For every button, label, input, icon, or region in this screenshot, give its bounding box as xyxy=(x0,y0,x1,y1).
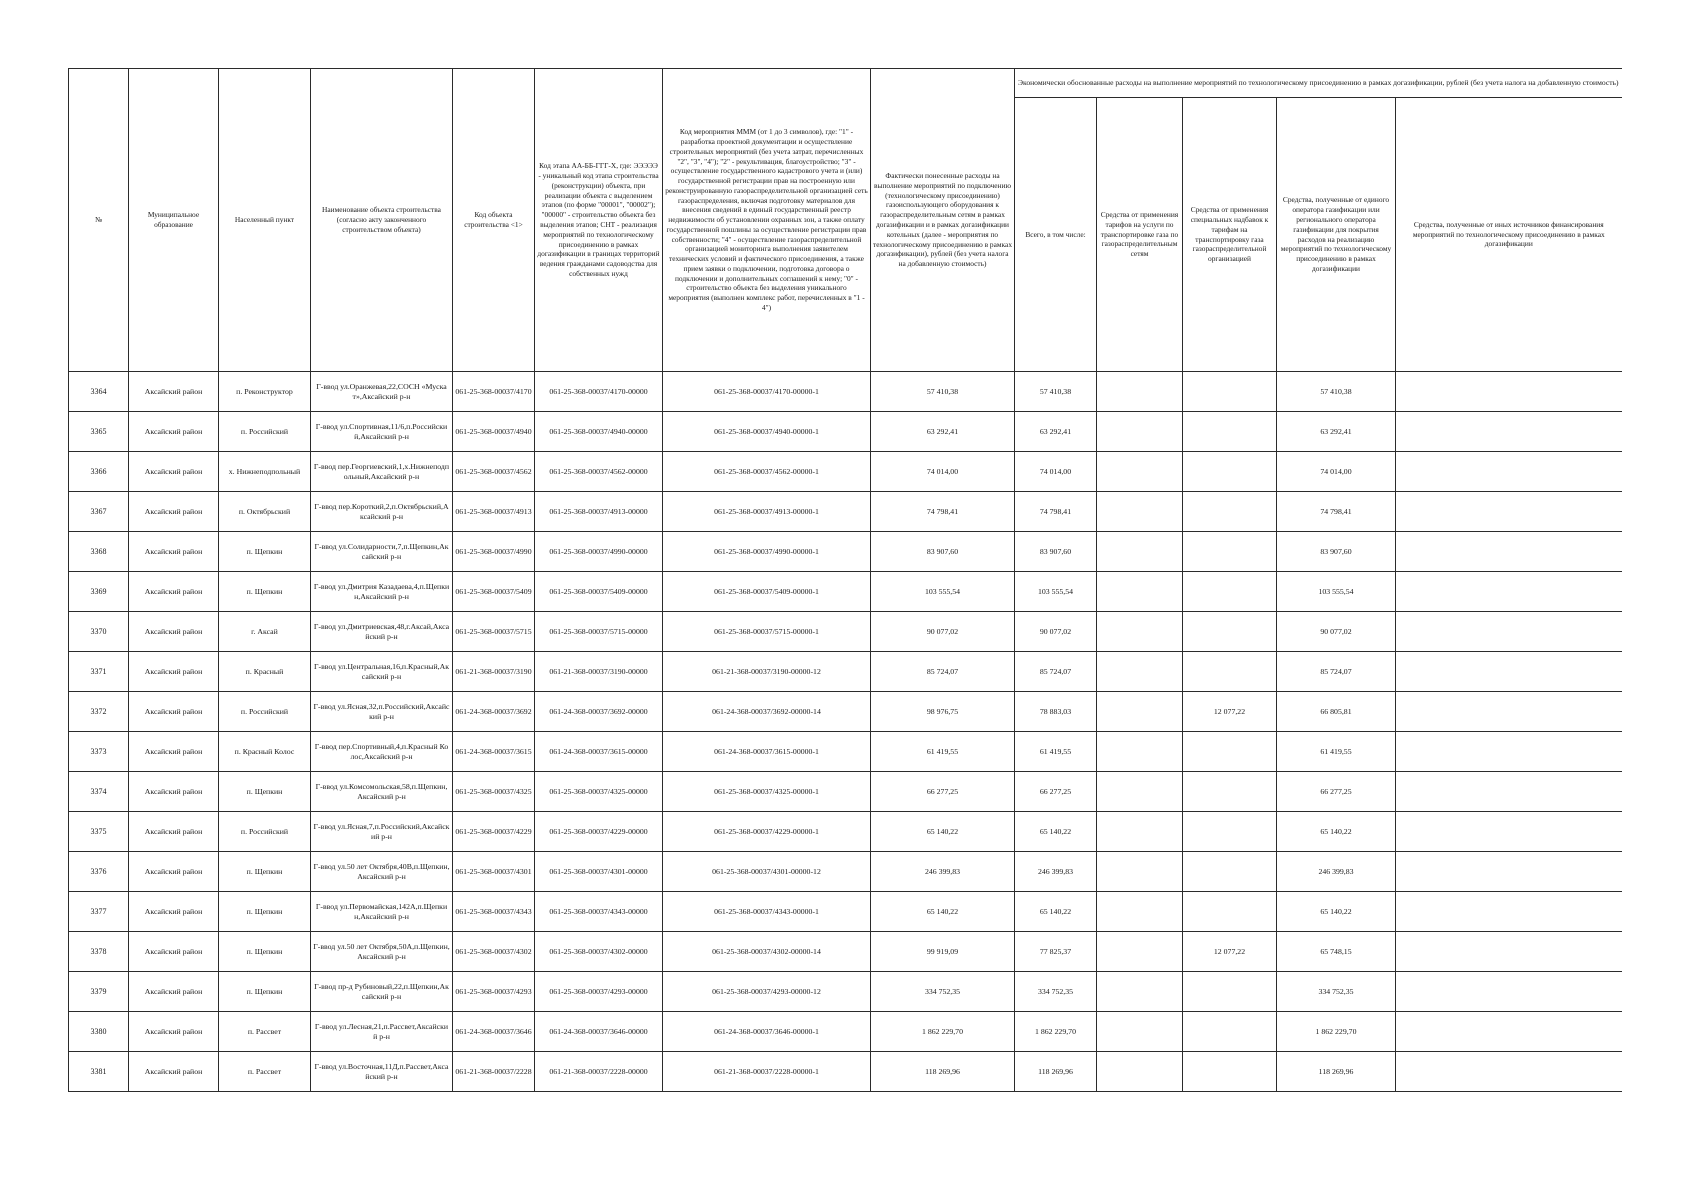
cell-municipality: Аксайский район xyxy=(129,972,219,1012)
cell-other-sources xyxy=(1396,852,1622,892)
cell-object-name: Г-ввод ул.Дмитрия Казадаева,4,п.Щепкин,Аксайский р-н xyxy=(311,572,453,612)
cell-total: 78 883,03 xyxy=(1015,692,1097,732)
cell-no: 3380 xyxy=(69,1012,129,1052)
cell-surcharge xyxy=(1183,412,1277,452)
cell-surcharge xyxy=(1183,492,1277,532)
cell-no: 3374 xyxy=(69,772,129,812)
cell-tariff xyxy=(1097,1052,1183,1092)
table-row xyxy=(69,812,1622,852)
cell-actual-costs: 65 140,22 xyxy=(871,892,1015,932)
header-object-name: Наименование объекта строительства (согласно акту законченного строительством объекта) xyxy=(311,69,453,372)
cell-total: 246 399,83 xyxy=(1015,852,1097,892)
cell-object-code: 061-25-368-00037/4301 xyxy=(453,852,535,892)
cell-operator-funds: 85 724,07 xyxy=(1277,652,1396,692)
cell-object-name: Г-ввод пер.Спортивный,4,п.Красный Колос,Аксайский р-н xyxy=(311,732,453,772)
table-row xyxy=(69,772,1622,812)
table-row xyxy=(69,612,1622,652)
cell-object-name: Г-ввод ул.Восточная,11Д,п.Рассвет,Аксайский р-н xyxy=(311,1052,453,1092)
cell-no: 3381 xyxy=(69,1052,129,1092)
cell-object-name: Г-ввод пер.Короткий,2,п.Октябрьский,Аксайский р-н xyxy=(311,492,453,532)
cell-stage-code: 061-25-368-00037/4990-00000 xyxy=(535,532,663,572)
cell-no: 3364 xyxy=(69,372,129,412)
cell-other-sources xyxy=(1396,1052,1622,1092)
cell-object-name: Г-ввод пер.Георгиевский,1,х.Нижнеподпольный,Аксайский р-н xyxy=(311,452,453,492)
cell-surcharge xyxy=(1183,812,1277,852)
cell-stage-code: 061-25-368-00037/4913-00000 xyxy=(535,492,663,532)
cell-settlement: п. Октябрьский xyxy=(219,492,311,532)
header-operator-funds: Средства, полученные от единого оператора газификации или регионального оператора газификации для покрытия расходов на реализацию мероприятий по технологическому присоединению в рамках догазификации xyxy=(1277,98,1396,372)
cell-object-code: 061-25-368-00037/4229 xyxy=(453,812,535,852)
cell-event-code: 061-25-368-00037/5409-00000-1 xyxy=(663,572,871,612)
cell-tariff xyxy=(1097,532,1183,572)
table-row xyxy=(69,892,1622,932)
cell-object-name: Г-ввод пр-д Рубиновый,22,п.Щепкин,Аксайский р-н xyxy=(311,972,453,1012)
cell-object-name: Г-ввод ул.Центральная,16,п.Красный,Аксайский р-н xyxy=(311,652,453,692)
cell-event-code: 061-24-368-00037/3692-00000-14 xyxy=(663,692,871,732)
cell-settlement: п. Щепкин xyxy=(219,772,311,812)
cell-surcharge xyxy=(1183,1012,1277,1052)
cell-operator-funds: 1 862 229,70 xyxy=(1277,1012,1396,1052)
cell-actual-costs: 65 140,22 xyxy=(871,812,1015,852)
cell-tariff xyxy=(1097,812,1183,852)
cell-tariff xyxy=(1097,852,1183,892)
cell-actual-costs: 57 410,38 xyxy=(871,372,1015,412)
cell-tariff xyxy=(1097,772,1183,812)
cell-no: 3366 xyxy=(69,452,129,492)
cell-event-code: 061-25-368-00037/4229-00000-1 xyxy=(663,812,871,852)
cell-no: 3378 xyxy=(69,932,129,972)
cell-municipality: Аксайский район xyxy=(129,772,219,812)
table-row xyxy=(69,732,1622,772)
table-row xyxy=(69,1012,1622,1052)
cell-event-code: 061-24-368-00037/3615-00000-1 xyxy=(663,732,871,772)
cell-municipality: Аксайский район xyxy=(129,652,219,692)
cell-stage-code: 061-25-368-00037/4562-00000 xyxy=(535,452,663,492)
cell-operator-funds: 103 555,54 xyxy=(1277,572,1396,612)
cell-actual-costs: 334 752,35 xyxy=(871,972,1015,1012)
cell-other-sources xyxy=(1396,612,1622,652)
cell-other-sources xyxy=(1396,372,1622,412)
header-no: № xyxy=(69,69,129,372)
header-object-code: Код объекта строительства <1> xyxy=(453,69,535,372)
cell-tariff xyxy=(1097,692,1183,732)
cell-operator-funds: 63 292,41 xyxy=(1277,412,1396,452)
table-row xyxy=(69,372,1622,412)
cell-total: 61 419,55 xyxy=(1015,732,1097,772)
cell-stage-code: 061-25-368-00037/4293-00000 xyxy=(535,972,663,1012)
cell-operator-funds: 74 014,00 xyxy=(1277,452,1396,492)
cell-surcharge xyxy=(1183,852,1277,892)
cell-object-code: 061-21-368-00037/2228 xyxy=(453,1052,535,1092)
gasification-table xyxy=(68,68,1622,1092)
cell-stage-code: 061-25-368-00037/5409-00000 xyxy=(535,572,663,612)
cell-no: 3375 xyxy=(69,812,129,852)
cell-object-code: 061-25-368-00037/4170 xyxy=(453,372,535,412)
cell-surcharge xyxy=(1183,892,1277,932)
cell-event-code: 061-25-368-00037/4325-00000-1 xyxy=(663,772,871,812)
cell-tariff xyxy=(1097,652,1183,692)
cell-other-sources xyxy=(1396,932,1622,972)
cell-tariff xyxy=(1097,1012,1183,1052)
cell-object-code: 061-25-368-00037/4940 xyxy=(453,412,535,452)
cell-total: 65 140,22 xyxy=(1015,812,1097,852)
cell-other-sources xyxy=(1396,532,1622,572)
cell-actual-costs: 103 555,54 xyxy=(871,572,1015,612)
cell-event-code: 061-25-368-00037/4170-00000-1 xyxy=(663,372,871,412)
cell-operator-funds: 65 748,15 xyxy=(1277,932,1396,972)
cell-settlement: п. Красный Колос xyxy=(219,732,311,772)
cell-actual-costs: 61 419,55 xyxy=(871,732,1015,772)
header-settlement: Населенный пункт xyxy=(219,69,311,372)
table-row xyxy=(69,492,1622,532)
cell-surcharge xyxy=(1183,652,1277,692)
cell-total: 74 798,41 xyxy=(1015,492,1097,532)
cell-tariff xyxy=(1097,972,1183,1012)
cell-other-sources xyxy=(1396,452,1622,492)
cell-total: 1 862 229,70 xyxy=(1015,1012,1097,1052)
cell-tariff xyxy=(1097,492,1183,532)
cell-settlement: п. Щепкин xyxy=(219,572,311,612)
cell-stage-code: 061-25-368-00037/5715-00000 xyxy=(535,612,663,652)
cell-municipality: Аксайский район xyxy=(129,492,219,532)
cell-no: 3365 xyxy=(69,412,129,452)
table-row xyxy=(69,452,1622,492)
cell-total: 85 724,07 xyxy=(1015,652,1097,692)
cell-stage-code: 061-25-368-00037/4940-00000 xyxy=(535,412,663,452)
cell-tariff xyxy=(1097,412,1183,452)
cell-operator-funds: 66 805,81 xyxy=(1277,692,1396,732)
cell-object-name: Г-ввод ул.Солидарности,7,п.Щепкин,Аксайский р-н xyxy=(311,532,453,572)
cell-stage-code: 061-24-368-00037/3646-00000 xyxy=(535,1012,663,1052)
cell-total: 83 907,60 xyxy=(1015,532,1097,572)
cell-event-code: 061-21-368-00037/2228-00000-1 xyxy=(663,1052,871,1092)
cell-tariff xyxy=(1097,612,1183,652)
cell-object-code: 061-25-368-00037/5715 xyxy=(453,612,535,652)
cell-object-name: Г-ввод ул.Ясная,7,п.Российский,Аксайский р-н xyxy=(311,812,453,852)
cell-object-code: 061-25-368-00037/4343 xyxy=(453,892,535,932)
cell-object-code: 061-24-368-00037/3615 xyxy=(453,732,535,772)
cell-no: 3369 xyxy=(69,572,129,612)
cell-event-code: 061-25-368-00037/4913-00000-1 xyxy=(663,492,871,532)
cell-other-sources xyxy=(1396,812,1622,852)
cell-surcharge xyxy=(1183,572,1277,612)
cell-no: 3376 xyxy=(69,852,129,892)
header-tariff-transport: Средства от применения тарифов на услуги по транспортировке газа по газораспределительным сетям xyxy=(1097,98,1183,372)
cell-stage-code: 061-24-368-00037/3692-00000 xyxy=(535,692,663,732)
cell-event-code: 061-25-368-00037/4940-00000-1 xyxy=(663,412,871,452)
cell-operator-funds: 65 140,22 xyxy=(1277,892,1396,932)
cell-municipality: Аксайский район xyxy=(129,452,219,492)
cell-total: 103 555,54 xyxy=(1015,572,1097,612)
cell-operator-funds: 246 399,83 xyxy=(1277,852,1396,892)
cell-object-name: Г-ввод ул.Комсомольская,58,п.Щепкин,Аксайский р-н xyxy=(311,772,453,812)
table-body xyxy=(69,372,1622,1092)
cell-no: 3368 xyxy=(69,532,129,572)
cell-actual-costs: 99 919,09 xyxy=(871,932,1015,972)
document-sheet xyxy=(68,68,1622,1092)
cell-total: 118 269,96 xyxy=(1015,1052,1097,1092)
cell-actual-costs: 74 798,41 xyxy=(871,492,1015,532)
cell-object-code: 061-25-368-00037/5409 xyxy=(453,572,535,612)
cell-actual-costs: 63 292,41 xyxy=(871,412,1015,452)
table-row xyxy=(69,652,1622,692)
cell-object-code: 061-21-368-00037/3190 xyxy=(453,652,535,692)
header-actual-costs: Фактически понесенные расходы на выполнение мероприятий по подключению (технологическому присоединению) газоиспользующего оборудования к газораспределительным сетям в рамках догазификации и в рамках догазификации котельных (далее - мероприятия по технологическому присоединению в рамках догазификации), рублей (без учета налога на добавленную стоимость) xyxy=(871,69,1015,372)
header-other-sources: Средства, полученные от иных источников финансирования мероприятий по технологическому присоединению в рамках догазификации xyxy=(1396,98,1622,372)
cell-event-code: 061-25-368-00037/4293-00000-12 xyxy=(663,972,871,1012)
cell-stage-code: 061-25-368-00037/4301-00000 xyxy=(535,852,663,892)
cell-settlement: п. Красный xyxy=(219,652,311,692)
cell-other-sources xyxy=(1396,492,1622,532)
cell-event-code: 061-25-368-00037/4302-00000-14 xyxy=(663,932,871,972)
cell-object-name: Г-ввод ул.50 лет Октября,50А,п.Щепкин,Аксайский р-н xyxy=(311,932,453,972)
cell-tariff xyxy=(1097,892,1183,932)
header-event-code: Код мероприятия МММ (от 1 до 3 символов), где: "1" - разработка проектной документации и осуществление строительных мероприятий (без учета затрат, перечисленных "2", "3", "4"); "2" - рекультивация, благоустройство; "3" - осуществление государственного кадастрового учета и (или) государственной регистрации прав на построенную или реконструированную газораспределительной организацией сеть газораспределения, включая подготовку материалов для внесения сведений в единый государственный реестр недвижимости об установлении охранных зон, а также оплату государственной пошлины за осуществление регистрации прав собственности; "4" - осуществление газораспределительной организацией мониторинга выполнения заявителем технических условий и фактического присоединения, а также прием заявки о подключении, подготовка договора о подключении и дополнительных соглашений к нему; "0" - строительство объекта без выделения уникального мероприятия (выполнен комплекс работ, перечисленных в "1 - 4") xyxy=(663,69,871,372)
cell-object-name: Г-ввод ул.Лесная,21,п.Рассвет,Аксайский р-н xyxy=(311,1012,453,1052)
table-header xyxy=(69,69,1622,372)
cell-object-code: 061-25-368-00037/4293 xyxy=(453,972,535,1012)
cell-actual-costs: 74 014,00 xyxy=(871,452,1015,492)
header-total-incl: Всего, в том числе: xyxy=(1015,98,1097,372)
cell-object-code: 061-25-368-00037/4990 xyxy=(453,532,535,572)
cell-stage-code: 061-24-368-00037/3615-00000 xyxy=(535,732,663,772)
cell-actual-costs: 83 907,60 xyxy=(871,532,1015,572)
cell-stage-code: 061-21-368-00037/3190-00000 xyxy=(535,652,663,692)
cell-actual-costs: 246 399,83 xyxy=(871,852,1015,892)
cell-surcharge: 12 077,22 xyxy=(1183,692,1277,732)
cell-total: 74 014,00 xyxy=(1015,452,1097,492)
cell-no: 3372 xyxy=(69,692,129,732)
header-stage-code: Код этапа АА-ББ-ГГГ-Х, где: ЭЭЭЭЭ - уникальный код этапа строительства (реконструкции) объекта, при реализации объекта с выделением этапов (по форме "00001", "00002"); "00000" - строительство объекта без выделения этапов; СНТ - реализация мероприятий по технологическому присоединению в рамках догазификации в границах территорий ведения гражданами садоводства для собственных нужд xyxy=(535,69,663,372)
cell-operator-funds: 118 269,96 xyxy=(1277,1052,1396,1092)
cell-municipality: Аксайский район xyxy=(129,1012,219,1052)
cell-operator-funds: 74 798,41 xyxy=(1277,492,1396,532)
cell-surcharge xyxy=(1183,972,1277,1012)
cell-municipality: Аксайский район xyxy=(129,932,219,972)
cell-event-code: 061-25-368-00037/4301-00000-12 xyxy=(663,852,871,892)
cell-operator-funds: 334 752,35 xyxy=(1277,972,1396,1012)
cell-stage-code: 061-25-368-00037/4229-00000 xyxy=(535,812,663,852)
cell-object-code: 061-25-368-00037/4325 xyxy=(453,772,535,812)
header-municipality: Муниципальное образование xyxy=(129,69,219,372)
table-row xyxy=(69,852,1622,892)
cell-municipality: Аксайский район xyxy=(129,532,219,572)
cell-surcharge xyxy=(1183,452,1277,492)
cell-event-code: 061-24-368-00037/3646-00000-1 xyxy=(663,1012,871,1052)
cell-event-code: 061-25-368-00037/4990-00000-1 xyxy=(663,532,871,572)
cell-no: 3373 xyxy=(69,732,129,772)
cell-other-sources xyxy=(1396,1012,1622,1052)
cell-settlement: п. Щепкин xyxy=(219,932,311,972)
cell-operator-funds: 65 140,22 xyxy=(1277,812,1396,852)
cell-municipality: Аксайский район xyxy=(129,692,219,732)
table-row xyxy=(69,1052,1622,1092)
cell-municipality: Аксайский район xyxy=(129,1052,219,1092)
cell-stage-code: 061-25-368-00037/4170-00000 xyxy=(535,372,663,412)
cell-surcharge xyxy=(1183,532,1277,572)
cell-operator-funds: 57 410,38 xyxy=(1277,372,1396,412)
cell-object-name: Г-ввод ул.50 лет Октября,40В,п.Щепкин,Аксайский р-н xyxy=(311,852,453,892)
cell-municipality: Аксайский район xyxy=(129,732,219,772)
cell-surcharge xyxy=(1183,732,1277,772)
cell-settlement: п. Рассвет xyxy=(219,1052,311,1092)
cell-total: 65 140,22 xyxy=(1015,892,1097,932)
cell-operator-funds: 83 907,60 xyxy=(1277,532,1396,572)
cell-no: 3370 xyxy=(69,612,129,652)
cell-total: 77 825,37 xyxy=(1015,932,1097,972)
cell-event-code: 061-25-368-00037/5715-00000-1 xyxy=(663,612,871,652)
cell-actual-costs: 85 724,07 xyxy=(871,652,1015,692)
cell-settlement: п. Щепкин xyxy=(219,972,311,1012)
cell-municipality: Аксайский район xyxy=(129,412,219,452)
cell-no: 3379 xyxy=(69,972,129,1012)
cell-surcharge xyxy=(1183,372,1277,412)
cell-settlement: г. Аксай xyxy=(219,612,311,652)
cell-total: 334 752,35 xyxy=(1015,972,1097,1012)
cell-stage-code: 061-25-368-00037/4343-00000 xyxy=(535,892,663,932)
cell-no: 3377 xyxy=(69,892,129,932)
cell-other-sources xyxy=(1396,732,1622,772)
cell-surcharge: 12 077,22 xyxy=(1183,932,1277,972)
cell-operator-funds: 90 077,02 xyxy=(1277,612,1396,652)
cell-total: 90 077,02 xyxy=(1015,612,1097,652)
cell-event-code: 061-25-368-00037/4343-00000-1 xyxy=(663,892,871,932)
cell-actual-costs: 1 862 229,70 xyxy=(871,1012,1015,1052)
cell-no: 3371 xyxy=(69,652,129,692)
cell-municipality: Аксайский район xyxy=(129,812,219,852)
cell-total: 66 277,25 xyxy=(1015,772,1097,812)
cell-settlement: п. Щепкин xyxy=(219,852,311,892)
cell-settlement: п. Щепкин xyxy=(219,892,311,932)
table-row xyxy=(69,932,1622,972)
cell-settlement: х. Нижнеподпольный xyxy=(219,452,311,492)
cell-actual-costs: 98 976,75 xyxy=(871,692,1015,732)
cell-actual-costs: 66 277,25 xyxy=(871,772,1015,812)
cell-object-name: Г-ввод ул.Дмитриевская,48,г.Аксай,Аксайский р-н xyxy=(311,612,453,652)
cell-object-name: Г-ввод ул.Оранжевая,22,СОСН «Мускат»,Аксайский р-н xyxy=(311,372,453,412)
cell-total: 63 292,41 xyxy=(1015,412,1097,452)
cell-other-sources xyxy=(1396,652,1622,692)
cell-municipality: Аксайский район xyxy=(129,572,219,612)
cell-actual-costs: 118 269,96 xyxy=(871,1052,1015,1092)
cell-object-code: 061-24-368-00037/3692 xyxy=(453,692,535,732)
cell-stage-code: 061-21-368-00037/2228-00000 xyxy=(535,1052,663,1092)
cell-municipality: Аксайский район xyxy=(129,892,219,932)
cell-other-sources xyxy=(1396,972,1622,1012)
cell-municipality: Аксайский район xyxy=(129,612,219,652)
cell-settlement: п. Российский xyxy=(219,412,311,452)
header-special-surcharge: Средства от применения специальных надбавок к тарифам на транспортировку газа газораспределительной организацией xyxy=(1183,98,1277,372)
cell-tariff xyxy=(1097,732,1183,772)
cell-tariff xyxy=(1097,372,1183,412)
cell-operator-funds: 66 277,25 xyxy=(1277,772,1396,812)
cell-tariff xyxy=(1097,572,1183,612)
cell-settlement: п. Российский xyxy=(219,692,311,732)
cell-event-code: 061-25-368-00037/4562-00000-1 xyxy=(663,452,871,492)
cell-object-code: 061-25-368-00037/4913 xyxy=(453,492,535,532)
table-row xyxy=(69,972,1622,1012)
cell-object-name: Г-ввод ул.Ясная,32,п.Российский,Аксайский р-н xyxy=(311,692,453,732)
cell-other-sources xyxy=(1396,692,1622,732)
cell-no: 3367 xyxy=(69,492,129,532)
cell-municipality: Аксайский район xyxy=(129,852,219,892)
cell-operator-funds: 61 419,55 xyxy=(1277,732,1396,772)
cell-surcharge xyxy=(1183,1052,1277,1092)
cell-object-code: 061-25-368-00037/4302 xyxy=(453,932,535,972)
cell-tariff xyxy=(1097,932,1183,972)
cell-surcharge xyxy=(1183,612,1277,652)
table-row xyxy=(69,692,1622,732)
cell-object-code: 061-25-368-00037/4562 xyxy=(453,452,535,492)
header-economic-group: Экономически обоснованные расходы на выполнение мероприятий по технологическому присоединению в рамках догазификации, рублей (без учета налога на добавленную стоимость) xyxy=(1015,69,1622,98)
cell-settlement: п. Щепкин xyxy=(219,532,311,572)
cell-other-sources xyxy=(1396,412,1622,452)
cell-municipality: Аксайский район xyxy=(129,372,219,412)
cell-surcharge xyxy=(1183,772,1277,812)
cell-settlement: п. Рассвет xyxy=(219,1012,311,1052)
table-row xyxy=(69,532,1622,572)
table-row xyxy=(69,412,1622,452)
cell-event-code: 061-21-368-00037/3190-00000-12 xyxy=(663,652,871,692)
cell-total: 57 410,38 xyxy=(1015,372,1097,412)
cell-other-sources xyxy=(1396,892,1622,932)
cell-object-name: Г-ввод ул.Спортивная,11/6,п.Российский,Аксайский р-н xyxy=(311,412,453,452)
cell-actual-costs: 90 077,02 xyxy=(871,612,1015,652)
cell-object-name: Г-ввод ул.Первомайская,142А,п.Щепкин,Аксайский р-н xyxy=(311,892,453,932)
cell-stage-code: 061-25-368-00037/4325-00000 xyxy=(535,772,663,812)
cell-other-sources xyxy=(1396,772,1622,812)
cell-other-sources xyxy=(1396,572,1622,612)
cell-object-code: 061-24-368-00037/3646 xyxy=(453,1012,535,1052)
cell-tariff xyxy=(1097,452,1183,492)
cell-stage-code: 061-25-368-00037/4302-00000 xyxy=(535,932,663,972)
table-row xyxy=(69,572,1622,612)
cell-settlement: п. Российский xyxy=(219,812,311,852)
cell-settlement: п. Реконструктор xyxy=(219,372,311,412)
